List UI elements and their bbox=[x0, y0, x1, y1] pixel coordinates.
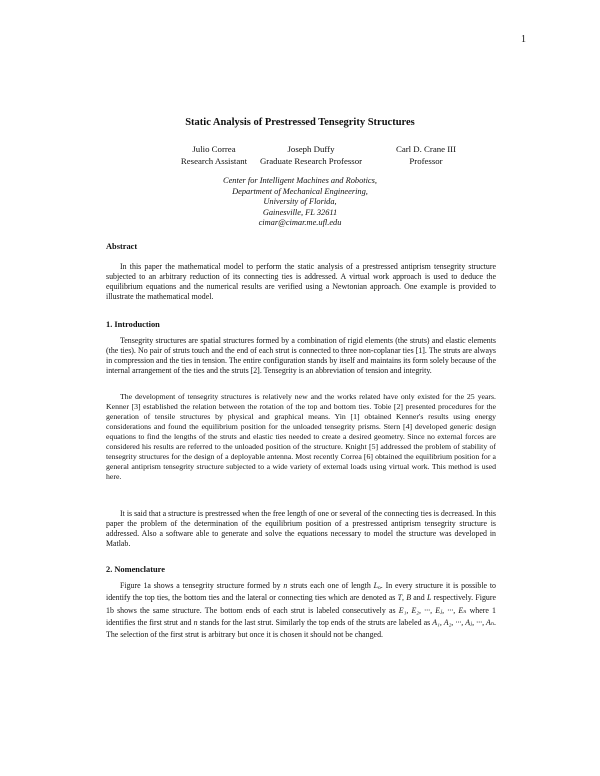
abstract-heading: Abstract bbox=[106, 242, 138, 251]
nomenclature-paragraph: Figure 1a shows a tensegrity structure formed by n struts each one of length $L_o$. In every structure it is possible to identify the top ties, the bottom ties and the lateral or connecting ties which are denoted as T, B and L respectively. Figure 1b shows the same structure. The bottom ends of each strut is labeled consecutively as E₁, E₂, ···, Eⱼ, ···, Eₙ where 1 identifies the first strut and n stands for the last strut. Similarly the top ends of the struts are labeled as A₁, A₂, ···, Aⱼ, ···, Aₙ. The selection of the first strut is arbitrary but once it is chosen it should not be changed. bbox=[106, 581, 496, 640]
nomenclature-heading: 2. Nomenclature bbox=[106, 565, 165, 574]
affiliation-email: cimar@cimar.me.ufl.edu bbox=[258, 218, 342, 227]
bottom-ends-sequence: E₁, E₂, ···, Eⱼ, ···, Eₙ bbox=[398, 605, 467, 615]
author-name: Julio Correa bbox=[192, 144, 236, 154]
top-ends-sequence: A₁, A₂, ···, Aⱼ, ···, Aₙ bbox=[432, 617, 495, 627]
affiliation-line: University of Florida, bbox=[263, 197, 337, 206]
author-name: Joseph Duffy bbox=[287, 144, 335, 154]
abstract-text: In this paper the mathematical model to perform the static analysis of a prestressed antiprism tensegrity structure subjected to an arbitrary reduction of its connecting ties is addressed. A virtual work approach is used to deduce the equilibrium equations and the numerical results are verified using a Newtonian approach. One example is provided to illustrate the mathematical model. bbox=[106, 262, 496, 302]
intro-paragraph-2: The development of tensegrity structures is relatively new and the works related have only existed for the 25 years. Kenner [3] established the relation between the rotation of the top and bottom ties. Tobie [2] presented procedures for the generation of tensile structures by physical and graphical means. Yin [1] obtained Kenner's results using energy considerations and found the equilibrium position for the unloaded tensegrity prisms. Stern [4] developed generic design equations to find the lengths of the struts and elastic ties needed to create a desired geometry. Since no external forces are considered his results are referred to the unloaded position of the structure. Knight [5] addressed the problem of stability of tensegrity structures for the design of a deployable antenna. Most recently Correa [6] obtained the equilibrium position for a general antiprism tensegrity structure subjected to a wide variety of external loads using virtual work. This method is used here. bbox=[106, 392, 496, 481]
introduction-heading: 1. Introduction bbox=[106, 320, 160, 329]
author-role: Research Assistant bbox=[180, 156, 248, 166]
affiliation-line: Gainesville, FL 32611 bbox=[262, 207, 338, 217]
affiliation-line: Center for Intelligent Machines and Robotics, bbox=[223, 176, 377, 185]
affiliation-block bbox=[0, 176, 600, 229]
affiliation-line: Department of Mechanical Engineering, bbox=[232, 186, 368, 196]
author-role: Professor bbox=[409, 156, 443, 166]
author-name: Carl D. Crane III bbox=[395, 144, 457, 154]
author-role: Graduate Research Professor bbox=[259, 156, 363, 166]
page-number: 1 bbox=[521, 34, 526, 45]
intro-paragraph-1: Tensegrity structures are spatial structures formed by a combination of rigid elements (the struts) and elastic elements (the ties). No pair of struts touch and the end of each strut is connected to three non-coplanar ties [1]. The struts are always in compression and the ties in tension. The entire configuration stands by itself and maintains its form solely because of the internal arrangement of the ties and the struts [2]. Tensegrity is an abbreviation of tension and integrity. bbox=[106, 336, 496, 376]
intro-paragraph-3: It is said that a structure is prestressed when the free length of one or several of the connecting ties is decreased. In this paper the problem of the determination of the equilibrium position of a prestressed antiprism tensegrity structure is addressed. Also a software able to generate and solve the equations necessary to model the structure was developed in Matlab. bbox=[106, 509, 496, 549]
author-2 bbox=[246, 143, 376, 167]
paper-title: Static Analysis of Prestressed Tensegrity Structures bbox=[185, 117, 415, 128]
author-3 bbox=[376, 143, 476, 167]
